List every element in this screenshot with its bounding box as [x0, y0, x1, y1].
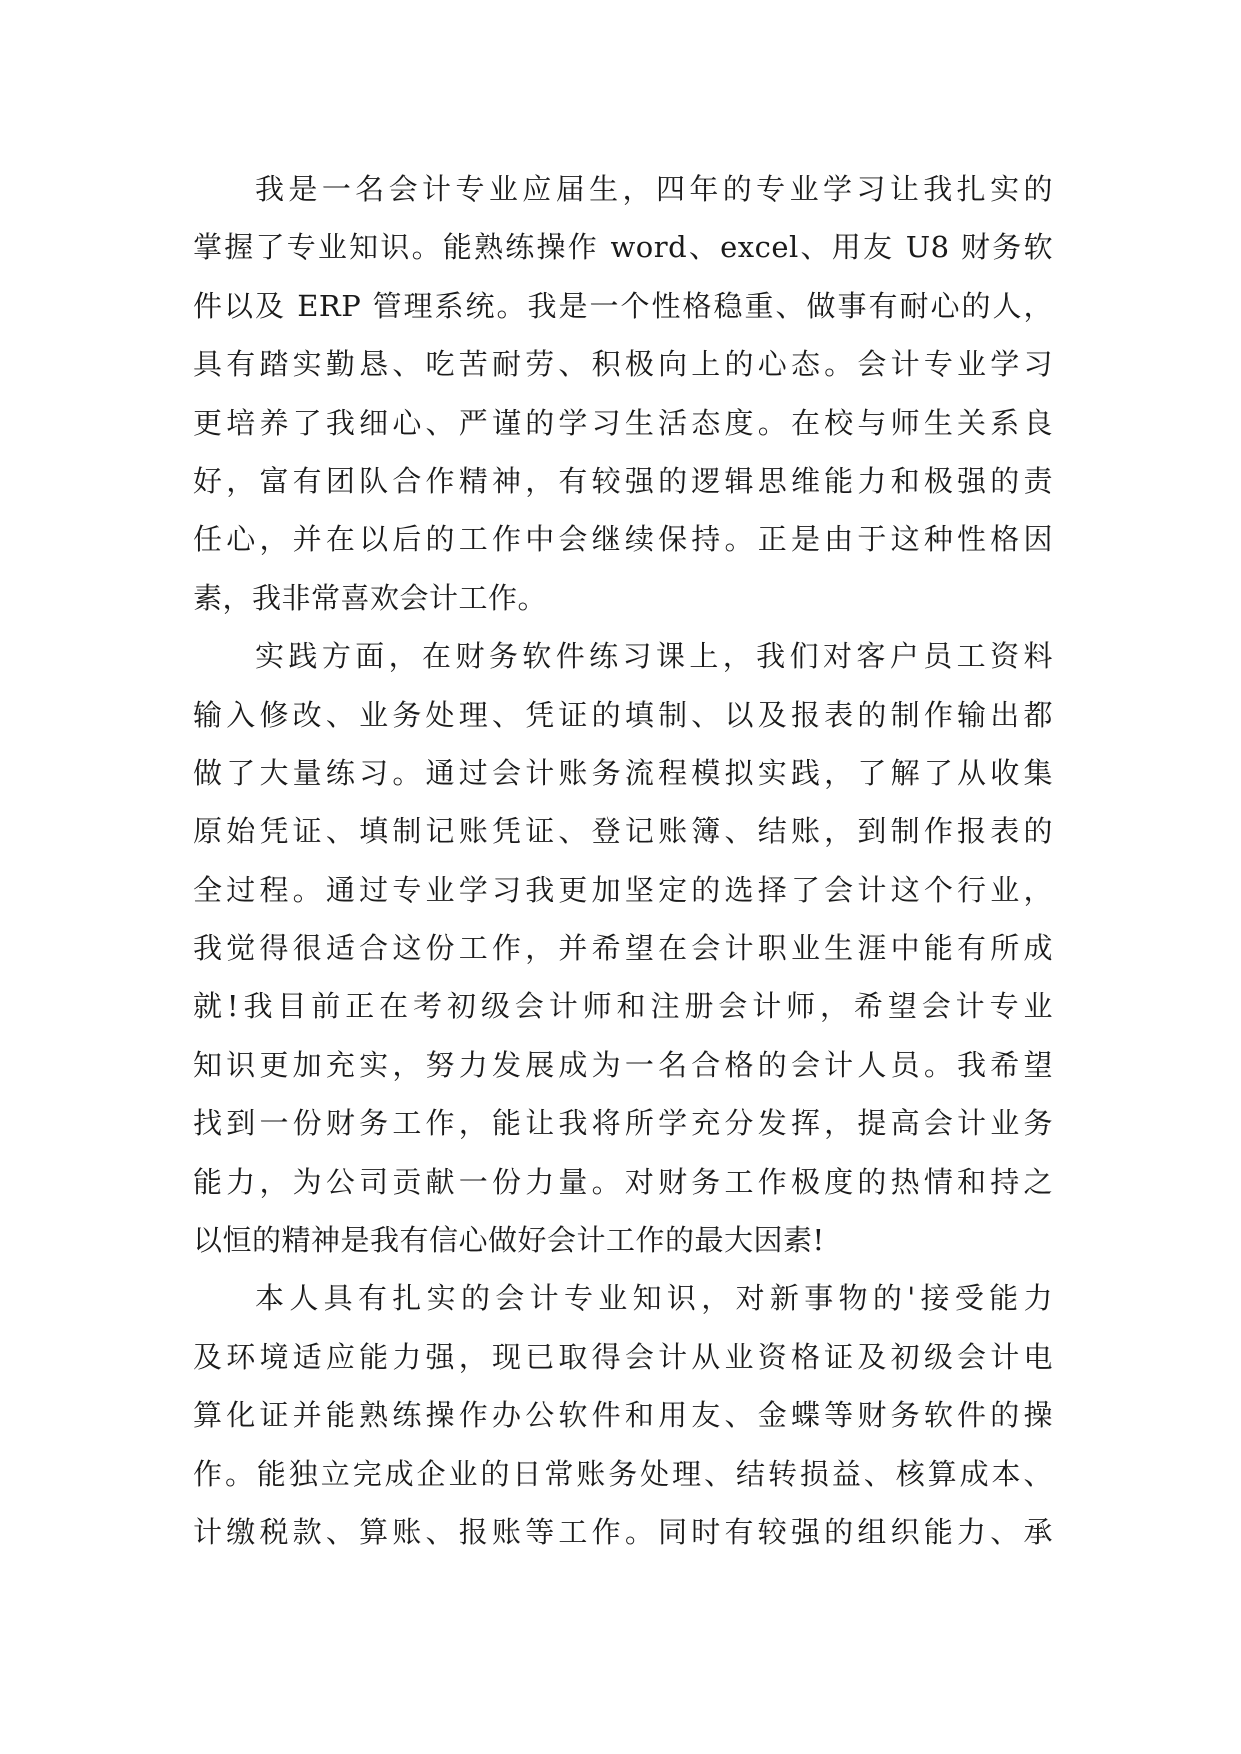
paragraph-2-line-2: 输入修改、业务处理、凭证的填制、以及报表的制作输出都 — [193, 697, 1053, 732]
paragraph-2-line-1: 实践方面，在财务软件练习课上，我们对客户员工资料 — [255, 639, 1053, 674]
paragraph-2-line-6: 我觉得很适合这份工作，并希望在会计职业生涯中能有所成 — [193, 931, 1053, 966]
paragraph-3-line-2: 及环境适应能力强，现已取得会计从业资格证及初级会计电 — [193, 1339, 1053, 1374]
paragraph-1-line-7: 任心，并在以后的工作中会继续保持。正是由于这种性格因 — [193, 522, 1053, 557]
paragraph-2-line-9: 找到一份财务工作，能让我将所学充分发挥，提高会计业务 — [193, 1106, 1053, 1141]
paragraph-2-line-7: 就!我目前正在考初级会计师和注册会计师，希望会计专业 — [193, 989, 1053, 1024]
paragraph-1-line-2: 掌握了专业知识。能熟练操作 word、excel、用友 U8 财务软 — [193, 230, 1053, 265]
paragraph-1-line-4: 具有踏实勤恳、吃苦耐劳、积极向上的心态。会计专业学习 — [193, 347, 1053, 382]
paragraph-1-line-5: 更培养了我细心、严谨的学习生活态度。在校与师生关系良 — [193, 405, 1053, 440]
paragraph-2-line-5: 全过程。通过专业学习我更加坚定的选择了会计这个行业， — [193, 872, 1053, 907]
paragraph-2-line-4: 原始凭证、填制记账凭证、登记账簿、结账，到制作报表的 — [193, 814, 1053, 849]
paragraph-1-line-6: 好，富有团队合作精神，有较强的逻辑思维能力和极强的责 — [193, 463, 1053, 498]
paragraph-1-line-1: 我是一名会计专业应届生，四年的专业学习让我扎实的 — [255, 172, 1053, 206]
paragraph-2-line-11: 以恒的精神是我有信心做好会计工作的最大因素! — [193, 1223, 825, 1258]
paragraph-2-line-8: 知识更加充实，努力发展成为一名合格的会计人员。我希望 — [193, 1047, 1053, 1082]
paragraph-2-line-3: 做了大量练习。通过会计账务流程模拟实践，了解了从收集 — [193, 755, 1053, 790]
paragraph-1-line-3: 件以及 ERP 管理系统。我是一个性格稳重、做事有耐心的人， — [193, 288, 1053, 323]
paragraph-2-line-10: 能力，为公司贡献一份力量。对财务工作极度的热情和持之 — [193, 1164, 1053, 1199]
paragraph-3-line-4: 作。能独立完成企业的日常账务处理、结转损益、核算成本、 — [193, 1456, 1053, 1491]
paragraph-1-line-8: 素，我非常喜欢会计工作。 — [193, 580, 548, 615]
paragraph-3-line-3: 算化证并能熟练操作办公软件和用友、金蝶等财务软件的操 — [193, 1398, 1053, 1433]
paragraph-3-line-1: 本人具有扎实的会计专业知识，对新事物的'接受能力 — [255, 1281, 1053, 1316]
document-body — [193, 160, 1053, 1561]
paragraph-3-line-5: 计缴税款、算账、报账等工作。同时有较强的组织能力、承 — [193, 1514, 1053, 1549]
